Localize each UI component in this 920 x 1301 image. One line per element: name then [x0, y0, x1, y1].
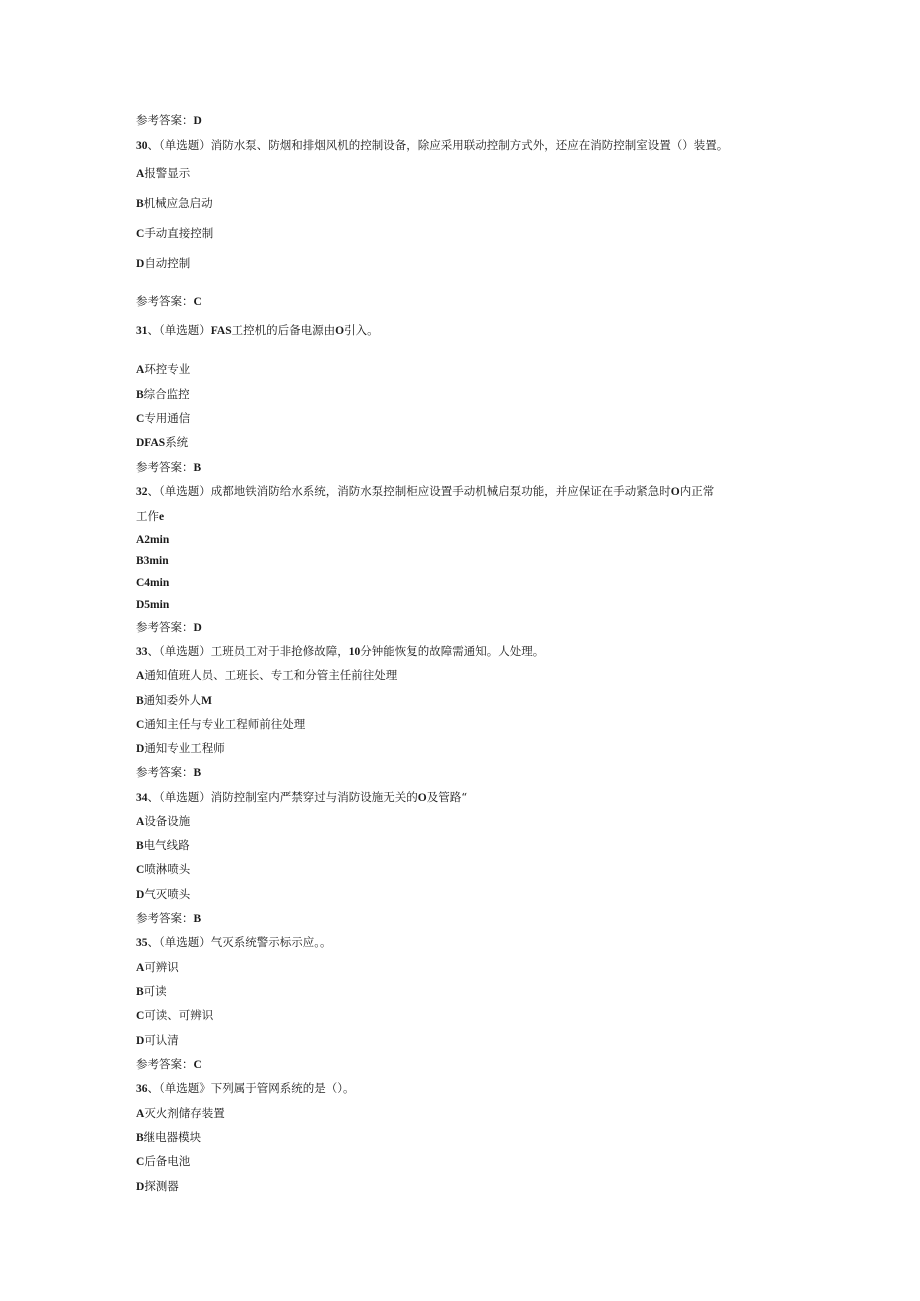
text-segment: 33: [136, 646, 148, 658]
text-line: [136, 575, 169, 590]
text-line: [136, 814, 190, 829]
text-segment: B: [136, 986, 144, 998]
text-line: [136, 226, 213, 241]
text-segment: C: [136, 228, 145, 240]
text-segment: D: [136, 258, 145, 270]
text-line: [136, 741, 225, 756]
text-segment: A2min: [136, 534, 170, 546]
text-segment: 、（单选题）工班员工对于非抢修故障，: [147, 644, 349, 658]
text-line: [136, 1057, 202, 1072]
text-segment: B: [136, 389, 144, 401]
text-segment: 、（单选题）气灭系统警示标示应。。: [147, 935, 332, 949]
text-segment: D: [136, 743, 145, 755]
text-segment: C: [136, 864, 145, 876]
text-segment: 参考答案：: [136, 620, 194, 634]
text-segment: 设备设施: [144, 814, 191, 828]
text-segment: 参考答案：: [136, 911, 194, 925]
text-segment: C: [193, 296, 202, 308]
text-segment: A: [136, 364, 145, 376]
text-line: [136, 620, 202, 635]
text-segment: 气灭喷头: [144, 887, 191, 901]
text-segment: DFAS: [136, 437, 166, 449]
text-line: [136, 693, 212, 708]
text-line: [136, 256, 190, 271]
text-line: [136, 790, 467, 805]
text-segment: 内正常: [679, 484, 715, 498]
text-segment: 通知专业工程师: [144, 741, 225, 755]
text-line: [136, 765, 201, 780]
text-line: [136, 138, 728, 153]
text-line: [136, 935, 332, 950]
text-segment: B: [193, 913, 202, 925]
text-line: [136, 862, 190, 877]
text-line: [136, 1179, 179, 1194]
text-segment: A: [136, 816, 145, 828]
text-segment: 可读: [143, 984, 167, 998]
text-segment: 参考答案：: [136, 460, 194, 474]
text-segment: A: [136, 670, 145, 682]
text-segment: O: [335, 325, 345, 337]
text-segment: 手动直接控制: [144, 226, 214, 240]
text-segment: 31: [136, 325, 148, 337]
text-line: [136, 113, 202, 128]
text-line: [136, 717, 305, 732]
text-segment: 工控机的后备电源由: [231, 323, 336, 337]
text-line: [136, 960, 179, 975]
text-line: [136, 668, 397, 683]
text-segment: 通知委外人: [143, 693, 202, 707]
text-segment: 喷淋喷头: [144, 862, 191, 876]
text-segment: 通知主任与专业工程师前往处理: [144, 717, 306, 731]
text-line: [136, 597, 169, 612]
text-segment: 10: [348, 646, 361, 658]
text-line: [136, 553, 169, 568]
text-segment: 环控专业: [144, 362, 191, 376]
text-line: [136, 1081, 355, 1096]
text-line: [136, 196, 213, 211]
text-line: [136, 460, 201, 475]
text-segment: 引入。: [344, 323, 379, 337]
text-line: [136, 387, 190, 402]
text-segment: 可读、可辨识: [144, 1008, 214, 1022]
text-segment: 灭火剂储存装置: [144, 1106, 225, 1120]
text-segment: 34: [136, 792, 148, 804]
text-segment: e: [159, 511, 165, 523]
text-segment: D5min: [136, 599, 170, 611]
text-segment: 、（单选题》下列属于管网系统的是（）。: [147, 1081, 355, 1095]
text-segment: 、（单选题）成都地铁消防给水系统，消防水泵控制柜应设置手动机械启泵功能，并应保证在手动紧急时: [147, 484, 671, 498]
text-segment: O: [670, 486, 680, 498]
text-segment: 分钟能恢复的故障需通知。人处理。: [360, 644, 545, 658]
text-segment: B: [136, 840, 144, 852]
text-segment: 电气线路: [143, 838, 190, 852]
text-line: [136, 166, 190, 181]
text-line: [136, 1106, 225, 1121]
text-line: [136, 1130, 201, 1145]
text-line: [136, 838, 190, 853]
text-segment: B: [136, 1132, 144, 1144]
text-segment: 参考答案：: [136, 1057, 194, 1071]
text-segment: 系统: [165, 435, 189, 449]
text-segment: O: [417, 792, 427, 804]
text-segment: 32: [136, 486, 148, 498]
text-segment: C: [193, 1059, 202, 1071]
text-line: [136, 484, 714, 499]
text-segment: 、（单选题）消防控制室内严禁穿过与消防设施无关的: [147, 790, 418, 804]
text-segment: D: [136, 889, 145, 901]
text-segment: C: [136, 1010, 145, 1022]
text-line: [136, 509, 164, 524]
text-segment: B: [193, 767, 202, 779]
text-segment: 、（单选题）消防水泵、防烟和排烟风机的控制设备，除应采用联动控制方式外，还应在消防控制室设置（）装置。: [147, 138, 729, 152]
text-segment: C4min: [136, 577, 170, 589]
text-segment: 探测器: [144, 1179, 179, 1193]
text-segment: 可辨识: [144, 960, 179, 974]
text-segment: B: [136, 198, 144, 210]
text-line: [136, 411, 190, 426]
text-segment: C: [136, 719, 145, 731]
text-segment: 后备电池: [144, 1154, 191, 1168]
text-segment: 通知值班人员、工班长、专工和分管主任前往处理: [144, 668, 398, 682]
text-line: [136, 644, 544, 659]
text-segment: B: [136, 695, 144, 707]
text-segment: 30: [136, 140, 148, 152]
text-segment: 35: [136, 937, 148, 949]
text-segment: 综合监控: [143, 387, 190, 401]
text-segment: 参考答案：: [136, 765, 194, 779]
text-segment: 工作: [136, 509, 159, 523]
text-line: [136, 362, 190, 377]
text-segment: 继电器模块: [143, 1130, 202, 1144]
text-line: [136, 911, 201, 926]
text-segment: 36: [136, 1083, 148, 1095]
text-line: [136, 984, 167, 999]
text-segment: 自动控制: [144, 256, 191, 270]
text-line: [136, 532, 169, 547]
text-segment: FAS: [210, 325, 232, 337]
text-segment: B: [193, 462, 202, 474]
text-segment: D: [193, 622, 202, 634]
text-segment: M: [201, 695, 213, 707]
text-segment: C: [136, 1156, 145, 1168]
text-segment: 报警显示: [144, 166, 191, 180]
text-segment: A: [136, 1108, 145, 1120]
text-segment: A: [136, 168, 145, 180]
text-segment: 参考答案：: [136, 294, 194, 308]
text-line: [136, 1033, 179, 1048]
text-segment: 机械应急启动: [143, 196, 213, 210]
text-segment: D: [193, 115, 202, 127]
text-segment: 专用通信: [144, 411, 191, 425]
text-segment: C: [136, 413, 145, 425]
text-segment: 、（单选题）: [147, 323, 211, 337]
text-segment: D: [136, 1035, 145, 1047]
text-segment: A: [136, 962, 145, 974]
text-line: [136, 294, 202, 309]
text-line: [136, 435, 188, 450]
text-line: [136, 1008, 213, 1023]
text-line: [136, 887, 190, 902]
text-segment: 参考答案：: [136, 113, 194, 127]
text-segment: D: [136, 1181, 145, 1193]
text-line: [136, 1154, 190, 1169]
text-segment: 可认清: [144, 1033, 179, 1047]
text-segment: 及管路“: [426, 790, 468, 804]
text-line: [136, 323, 379, 338]
text-segment: B3min: [136, 555, 169, 567]
